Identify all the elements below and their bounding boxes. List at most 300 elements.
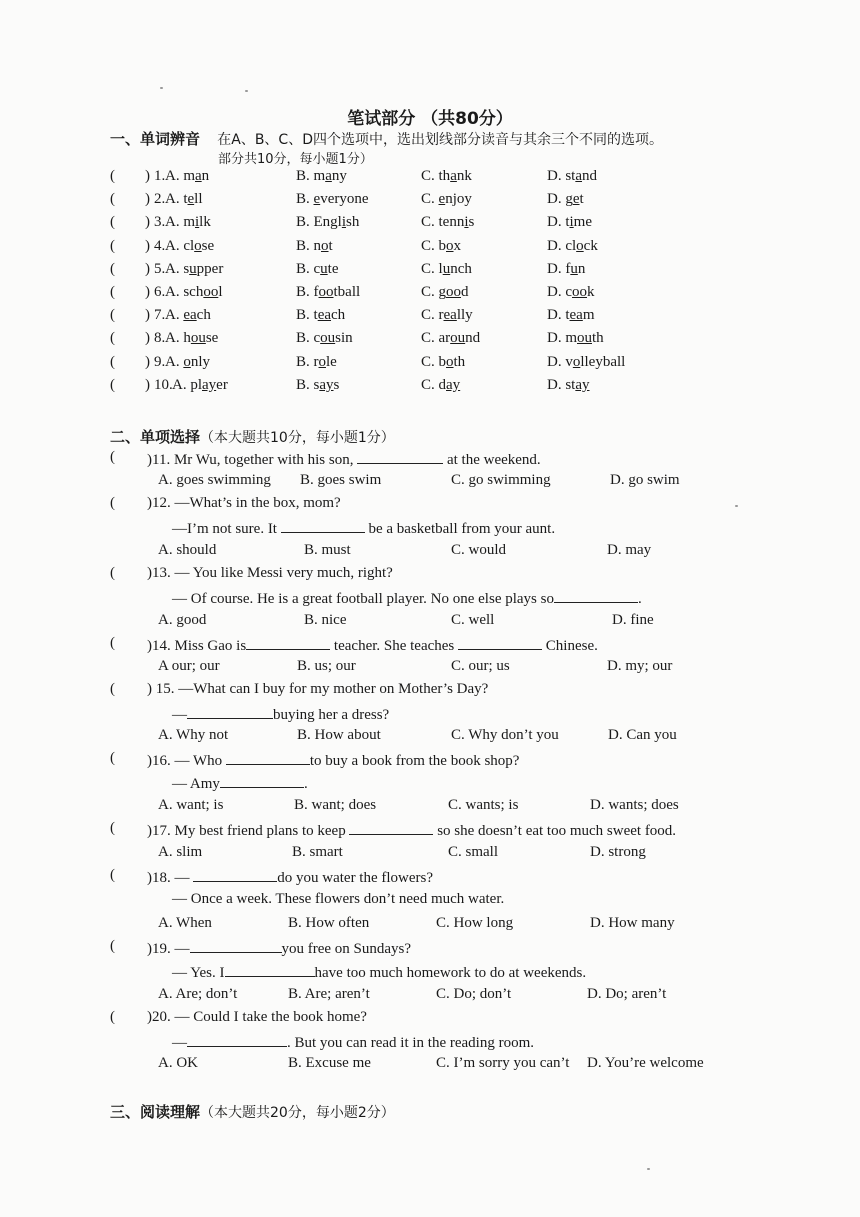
option-d: D. Do; aren’t xyxy=(587,986,667,1002)
word-part: C. ar xyxy=(421,330,451,347)
answer-bracket-open: ( xyxy=(110,867,115,883)
underlined-letters: ea xyxy=(317,307,332,324)
section-single-choice-score-note: （本大题共10分，每小题1分） xyxy=(200,430,395,446)
dialogue-line xyxy=(172,588,642,608)
dialogue-line xyxy=(172,1032,534,1052)
option-b: B. nice xyxy=(304,612,347,628)
option-b xyxy=(296,284,360,301)
underlined-letters: e xyxy=(187,191,195,208)
word-part: C. b xyxy=(421,237,447,254)
answer-bracket-open: ( xyxy=(110,191,115,208)
option-b xyxy=(296,214,359,231)
answer-blank[interactable] xyxy=(226,750,310,765)
option-c: C. Do; don’t xyxy=(436,986,512,1002)
underlined-letters: ay xyxy=(575,376,590,393)
word-part: me xyxy=(573,214,592,231)
phonetic-question-7 xyxy=(0,307,860,329)
scan-speck xyxy=(160,87,163,89)
word-part: D. t xyxy=(547,214,570,231)
option-d: D. How many xyxy=(590,915,675,931)
underlined-letters: oo xyxy=(572,284,587,300)
answer-bracket-open: ( xyxy=(110,495,115,511)
answer-bracket-close: ) xyxy=(145,237,150,254)
stem-text: )17. My best friend plans to keep xyxy=(147,823,346,839)
option-c xyxy=(421,261,472,278)
underlined-letters: o xyxy=(194,237,202,254)
word-part: D. f xyxy=(547,260,571,277)
section-single-choice-title: 二、单项选择 xyxy=(110,428,201,446)
question-12-options xyxy=(0,542,860,564)
stem-text: — Amy xyxy=(172,776,220,792)
option-d xyxy=(547,330,604,347)
dialogue-line xyxy=(172,518,555,538)
scan-speck xyxy=(245,90,248,92)
word-part: ch xyxy=(196,307,211,324)
question-11-options xyxy=(0,472,860,494)
question-number: 7. xyxy=(154,307,166,324)
word-part: th xyxy=(453,353,466,370)
question-19-answer-line xyxy=(0,962,860,984)
stem-text: to buy a book from the book shop? xyxy=(309,753,520,769)
question-12 xyxy=(0,495,860,517)
question-stem: )12. —What’s in the box, mom? xyxy=(147,495,341,511)
answer-bracket-close: ) xyxy=(145,376,150,393)
word-part: C. d xyxy=(421,376,447,393)
word-part: se xyxy=(205,330,219,347)
word-part: ch xyxy=(331,307,346,324)
option-c: C. How long xyxy=(436,915,514,931)
answer-blank[interactable] xyxy=(349,820,433,835)
underlined-letters: oo xyxy=(446,284,462,300)
question-16 xyxy=(0,750,860,772)
word-part: D. c xyxy=(547,284,572,300)
answer-bracket-close: ) xyxy=(145,191,150,208)
word-part: nly xyxy=(190,353,211,370)
answer-bracket-open: ( xyxy=(110,353,115,370)
question-number: 3. xyxy=(154,214,166,231)
option-b: B. must xyxy=(304,542,351,558)
option-d: D. Can you xyxy=(608,727,677,743)
stem-text: — xyxy=(172,1035,187,1051)
option-d xyxy=(547,214,592,231)
answer-bracket-open: ( xyxy=(110,330,115,347)
answer-bracket-close: ) xyxy=(145,284,150,300)
word-part: veryone xyxy=(320,191,369,208)
phonetic-question-9 xyxy=(0,354,860,376)
option-b: B. Are; aren’t xyxy=(288,986,370,1002)
section-single-choice-heading xyxy=(110,426,395,447)
phonetic-question-4 xyxy=(0,238,860,260)
option-a: A. When xyxy=(158,915,212,931)
question-13-options xyxy=(0,612,860,634)
word-part: nd xyxy=(465,330,481,347)
question-stem: )20. — Could I take the book home? xyxy=(147,1009,367,1025)
option-c: C. well xyxy=(451,612,495,628)
answer-blank[interactable] xyxy=(193,867,277,882)
answer-bracket-open: ( xyxy=(110,449,115,465)
question-number: 5. xyxy=(154,260,166,277)
word-part: x xyxy=(453,237,462,254)
word-part: D. st xyxy=(547,168,576,184)
word-part: t xyxy=(579,191,584,208)
question-stem xyxy=(147,867,433,887)
answer-bracket-open: ( xyxy=(110,214,115,231)
stem-text: . xyxy=(303,776,308,792)
dialogue-line xyxy=(172,773,308,793)
question-19-options xyxy=(0,986,860,1008)
scan-speck xyxy=(647,1168,650,1170)
question-number: 1. xyxy=(154,168,166,184)
dialogue-line xyxy=(172,704,389,724)
option-a xyxy=(165,307,211,324)
option-d xyxy=(547,307,595,324)
answer-blank[interactable] xyxy=(225,962,315,977)
answer-bracket-open: ( xyxy=(110,307,115,324)
question-number: 10. xyxy=(154,376,173,393)
answer-blank[interactable] xyxy=(357,449,443,464)
underlined-letters: u xyxy=(189,260,197,277)
word-part: A. xyxy=(165,307,184,324)
stem-text: you free on Sundays? xyxy=(281,941,412,957)
underlined-letters: ea xyxy=(569,307,583,324)
question-15-options xyxy=(0,727,860,749)
question-number: 4. xyxy=(154,237,166,254)
option-a xyxy=(165,214,211,231)
section-phonetics-score-note: 部分共10分，每小题1分） xyxy=(218,152,373,167)
phonetic-question-10 xyxy=(0,377,860,399)
word-part: te xyxy=(327,260,339,277)
option-c xyxy=(421,191,472,208)
answer-blank[interactable] xyxy=(554,588,638,603)
word-part: A. s xyxy=(165,260,190,277)
answer-blank[interactable] xyxy=(187,1032,287,1047)
question-stem xyxy=(147,938,411,958)
option-c xyxy=(421,284,469,301)
underlined-letters: ay xyxy=(202,376,217,393)
answer-bracket-open: ( xyxy=(110,681,115,697)
word-part: njoy xyxy=(445,191,472,208)
section-reading-title: 三、阅读理解 xyxy=(110,1103,201,1121)
answer-bracket-open: ( xyxy=(110,750,115,766)
answer-bracket-close: ) xyxy=(145,330,150,347)
word-part: A. m xyxy=(165,168,195,184)
answer-bracket-open: ( xyxy=(110,820,115,836)
section-phonetics-title: 一、单词辨音 xyxy=(110,130,201,148)
option-a: A. OK xyxy=(158,1055,198,1071)
word-part: C. xyxy=(421,191,439,208)
word-part: lly xyxy=(456,307,473,324)
option-a: A. slim xyxy=(158,844,203,860)
option-d xyxy=(547,284,595,301)
option-c: C. I’m sorry you can’t xyxy=(436,1055,570,1071)
word-part: sh xyxy=(346,214,360,231)
underlined-letters: i xyxy=(464,214,469,231)
word-part: C. th xyxy=(421,168,451,184)
word-part: d xyxy=(461,284,469,300)
question-18 xyxy=(0,867,860,889)
option-a xyxy=(165,168,209,185)
option-b: B. smart xyxy=(292,844,343,860)
option-c xyxy=(421,168,472,185)
option-b xyxy=(296,238,333,255)
word-part: D. g xyxy=(547,191,573,208)
question-15 xyxy=(0,681,860,703)
underlined-letters: a xyxy=(450,168,457,184)
stem-text: do you water the flowers? xyxy=(277,870,434,886)
question-stem: ) 15. —What can I buy for my mother on Mother’s Day? xyxy=(147,681,489,697)
question-stem xyxy=(147,750,519,770)
answer-blank[interactable] xyxy=(281,518,365,533)
stem-text: . xyxy=(637,591,642,607)
dialogue-line: — Once a week. These flowers don’t need much water. xyxy=(172,891,505,907)
word-part: t xyxy=(328,237,333,254)
word-part: nd xyxy=(582,168,598,184)
option-a: A. goes swimming xyxy=(158,472,271,488)
word-part: C. r xyxy=(421,307,444,324)
word-part: C. l xyxy=(421,260,443,277)
underlined-letters: i xyxy=(195,214,200,231)
option-b xyxy=(296,330,353,347)
underlined-letters: e xyxy=(572,191,580,208)
answer-bracket-open: ( xyxy=(110,565,115,581)
word-part: D. m xyxy=(547,330,577,347)
option-a: A our; our xyxy=(158,658,220,674)
word-part: B. xyxy=(296,191,314,208)
option-b xyxy=(296,191,369,208)
underlined-letters: a xyxy=(195,168,202,184)
underlined-letters: ou xyxy=(577,330,592,347)
stem-text: so she doesn’t eat too much sweet food. xyxy=(437,823,677,839)
page-title: 笔试部分 （共80分） xyxy=(347,109,513,129)
word-part: n xyxy=(201,168,210,184)
word-part: B. Engl xyxy=(296,214,342,231)
option-a: A. Are; don’t xyxy=(158,986,238,1002)
answer-bracket-open: ( xyxy=(110,284,115,300)
answer-bracket-close: ) xyxy=(145,307,150,324)
word-part: s xyxy=(333,376,340,393)
answer-bracket-open: ( xyxy=(110,1009,115,1025)
option-c: C. Why don’t you xyxy=(451,727,559,743)
word-part: C. tenn xyxy=(421,214,465,231)
stem-text: — Of course. He is a great football player. No one else plays so xyxy=(172,591,554,607)
word-part: m xyxy=(582,307,595,324)
question-15-answer-line xyxy=(0,704,860,726)
phonetic-question-3 xyxy=(0,214,860,236)
option-d: D. strong xyxy=(590,844,646,860)
word-part: s xyxy=(468,214,475,231)
word-part: pper xyxy=(196,260,224,277)
answer-blank[interactable] xyxy=(190,938,282,953)
stem-text: )19. — xyxy=(147,941,190,957)
option-c: C. would xyxy=(451,542,507,558)
word-part: D. v xyxy=(547,353,573,370)
word-part: nch xyxy=(450,260,472,277)
underlined-letters: ay xyxy=(446,376,461,393)
option-d: D. may xyxy=(607,542,652,558)
dialogue-line xyxy=(172,962,586,982)
option-a xyxy=(165,238,214,255)
answer-blank[interactable] xyxy=(458,635,542,650)
question-number: 2. xyxy=(154,191,166,208)
option-d: D. go swim xyxy=(610,472,680,488)
question-11 xyxy=(0,449,860,471)
word-part: A. xyxy=(165,353,184,370)
question-stem xyxy=(147,820,676,840)
option-d xyxy=(547,168,597,185)
word-part: B. c xyxy=(296,330,321,347)
option-c xyxy=(421,238,461,255)
word-part: lleyball xyxy=(580,353,626,370)
underlined-letters: ea xyxy=(443,307,457,324)
word-part: l xyxy=(218,284,223,300)
option-b: B. How often xyxy=(288,915,370,931)
question-13 xyxy=(0,565,860,587)
answer-bracket-close: ) xyxy=(145,260,150,277)
option-a: A. should xyxy=(158,542,217,558)
option-c xyxy=(421,307,473,324)
word-part: sin xyxy=(335,330,353,347)
option-d xyxy=(547,238,598,255)
option-c xyxy=(421,214,474,231)
option-a xyxy=(172,377,228,394)
answer-bracket-open: ( xyxy=(110,635,115,651)
question-20-options xyxy=(0,1055,860,1077)
answer-bracket-open: ( xyxy=(110,168,115,184)
question-number: 8. xyxy=(154,330,166,347)
underlined-letters: i xyxy=(569,214,574,231)
word-part: le xyxy=(326,353,337,370)
section-phonetics-instruction: 在A、B、C、D四个选项中，选出划线部分读音与其余三个不同的选项。 xyxy=(217,132,663,148)
question-13-answer-line xyxy=(0,588,860,610)
option-c: C. our; us xyxy=(451,658,510,674)
option-a: A. good xyxy=(158,612,207,628)
underlined-letters: o xyxy=(446,353,454,370)
option-d: D. my; our xyxy=(607,658,673,674)
question-20 xyxy=(0,1009,860,1031)
word-part: A. pl xyxy=(172,376,202,393)
word-part: se xyxy=(201,237,215,254)
answer-bracket-close: ) xyxy=(145,214,150,231)
option-c xyxy=(421,377,460,394)
option-a xyxy=(165,330,218,347)
option-a xyxy=(165,284,223,301)
word-part: B. t xyxy=(296,307,318,324)
underlined-letters: u xyxy=(320,260,328,277)
question-number: 6. xyxy=(154,284,166,300)
word-part: A. h xyxy=(165,330,191,347)
underlined-letters: o xyxy=(183,353,191,370)
underlined-letters: ay xyxy=(319,376,334,393)
option-a xyxy=(165,191,203,208)
underlined-letters: a xyxy=(575,168,583,184)
underlined-letters: a xyxy=(325,168,332,184)
answer-blank[interactable] xyxy=(187,704,273,719)
question-14 xyxy=(0,635,860,657)
option-d xyxy=(547,354,625,371)
answer-bracket-close: ) xyxy=(145,353,150,370)
word-part: er xyxy=(216,376,228,393)
stem-text: at the weekend. xyxy=(446,452,541,468)
answer-blank[interactable] xyxy=(220,773,304,788)
word-part: k xyxy=(587,284,595,300)
option-b: B. How about xyxy=(297,727,381,743)
option-b xyxy=(296,168,347,185)
phonetic-question-8 xyxy=(0,330,860,352)
stem-text: teacher. She teaches xyxy=(333,638,455,654)
stem-text: )11. Mr Wu, together with his son, xyxy=(147,452,354,468)
option-b: B. Excuse me xyxy=(288,1055,371,1071)
answer-bracket-close: ) xyxy=(145,168,150,184)
word-part: ck xyxy=(583,237,598,254)
option-c: C. wants; is xyxy=(448,797,519,813)
word-part: C. g xyxy=(421,284,447,300)
underlined-letters: o xyxy=(446,237,454,254)
underlined-letters: u xyxy=(570,260,578,277)
option-c xyxy=(421,330,480,347)
stem-text: —I’m not sure. It xyxy=(172,521,277,537)
underlined-letters: oo xyxy=(318,284,334,300)
question-stem xyxy=(147,635,598,655)
word-part: B. c xyxy=(296,260,321,277)
word-part: A. m xyxy=(165,214,195,231)
question-16-options xyxy=(0,797,860,819)
question-12-answer-line xyxy=(0,518,860,540)
word-part: B. m xyxy=(296,168,326,184)
question-17 xyxy=(0,820,860,842)
word-part: A. sch xyxy=(165,284,204,300)
underlined-letters: u xyxy=(442,260,451,277)
word-part: tball xyxy=(333,284,361,300)
option-c xyxy=(421,354,465,371)
option-c: C. small xyxy=(448,844,499,860)
question-16-answer-line xyxy=(0,773,860,795)
question-number: 9. xyxy=(154,353,166,370)
answer-blank[interactable] xyxy=(246,635,330,650)
underlined-letters: oo xyxy=(203,284,219,300)
option-a: A. want; is xyxy=(158,797,224,813)
underlined-letters: o xyxy=(572,353,581,370)
option-d: D. fine xyxy=(612,612,654,628)
stem-text: — xyxy=(172,707,187,723)
option-a xyxy=(165,261,223,278)
underlined-letters: o xyxy=(576,237,584,254)
underlined-letters: ou xyxy=(190,330,206,347)
phonetic-question-6 xyxy=(0,284,860,306)
phonetic-question-1 xyxy=(0,168,860,190)
stem-text: Chinese. xyxy=(545,638,598,654)
underlined-letters: ou xyxy=(450,330,466,347)
word-part: nk xyxy=(456,168,472,184)
underlined-letters: o xyxy=(318,353,326,370)
stem-text: be a basketball from your aunt. xyxy=(368,521,556,537)
word-part: D. cl xyxy=(547,237,577,254)
option-d xyxy=(547,261,585,278)
word-part: th xyxy=(592,330,604,347)
answer-bracket-open: ( xyxy=(110,260,115,277)
stem-text: )16. — Who xyxy=(147,753,223,769)
question-stem: )13. — You like Messi very much, right? xyxy=(147,565,393,581)
option-b xyxy=(296,354,337,371)
word-part: B. f xyxy=(296,284,319,300)
question-18-answer-line xyxy=(0,891,860,913)
question-17-options xyxy=(0,844,860,866)
phonetic-question-2 xyxy=(0,191,860,213)
stem-text: — Yes. I xyxy=(172,965,225,981)
word-part: B. r xyxy=(296,353,319,370)
word-part: B. n xyxy=(296,237,322,254)
section-reading-score-note: （本大题共20分，每小题2分） xyxy=(200,1105,395,1121)
stem-text: have too much homework to do at weekends. xyxy=(314,965,587,981)
